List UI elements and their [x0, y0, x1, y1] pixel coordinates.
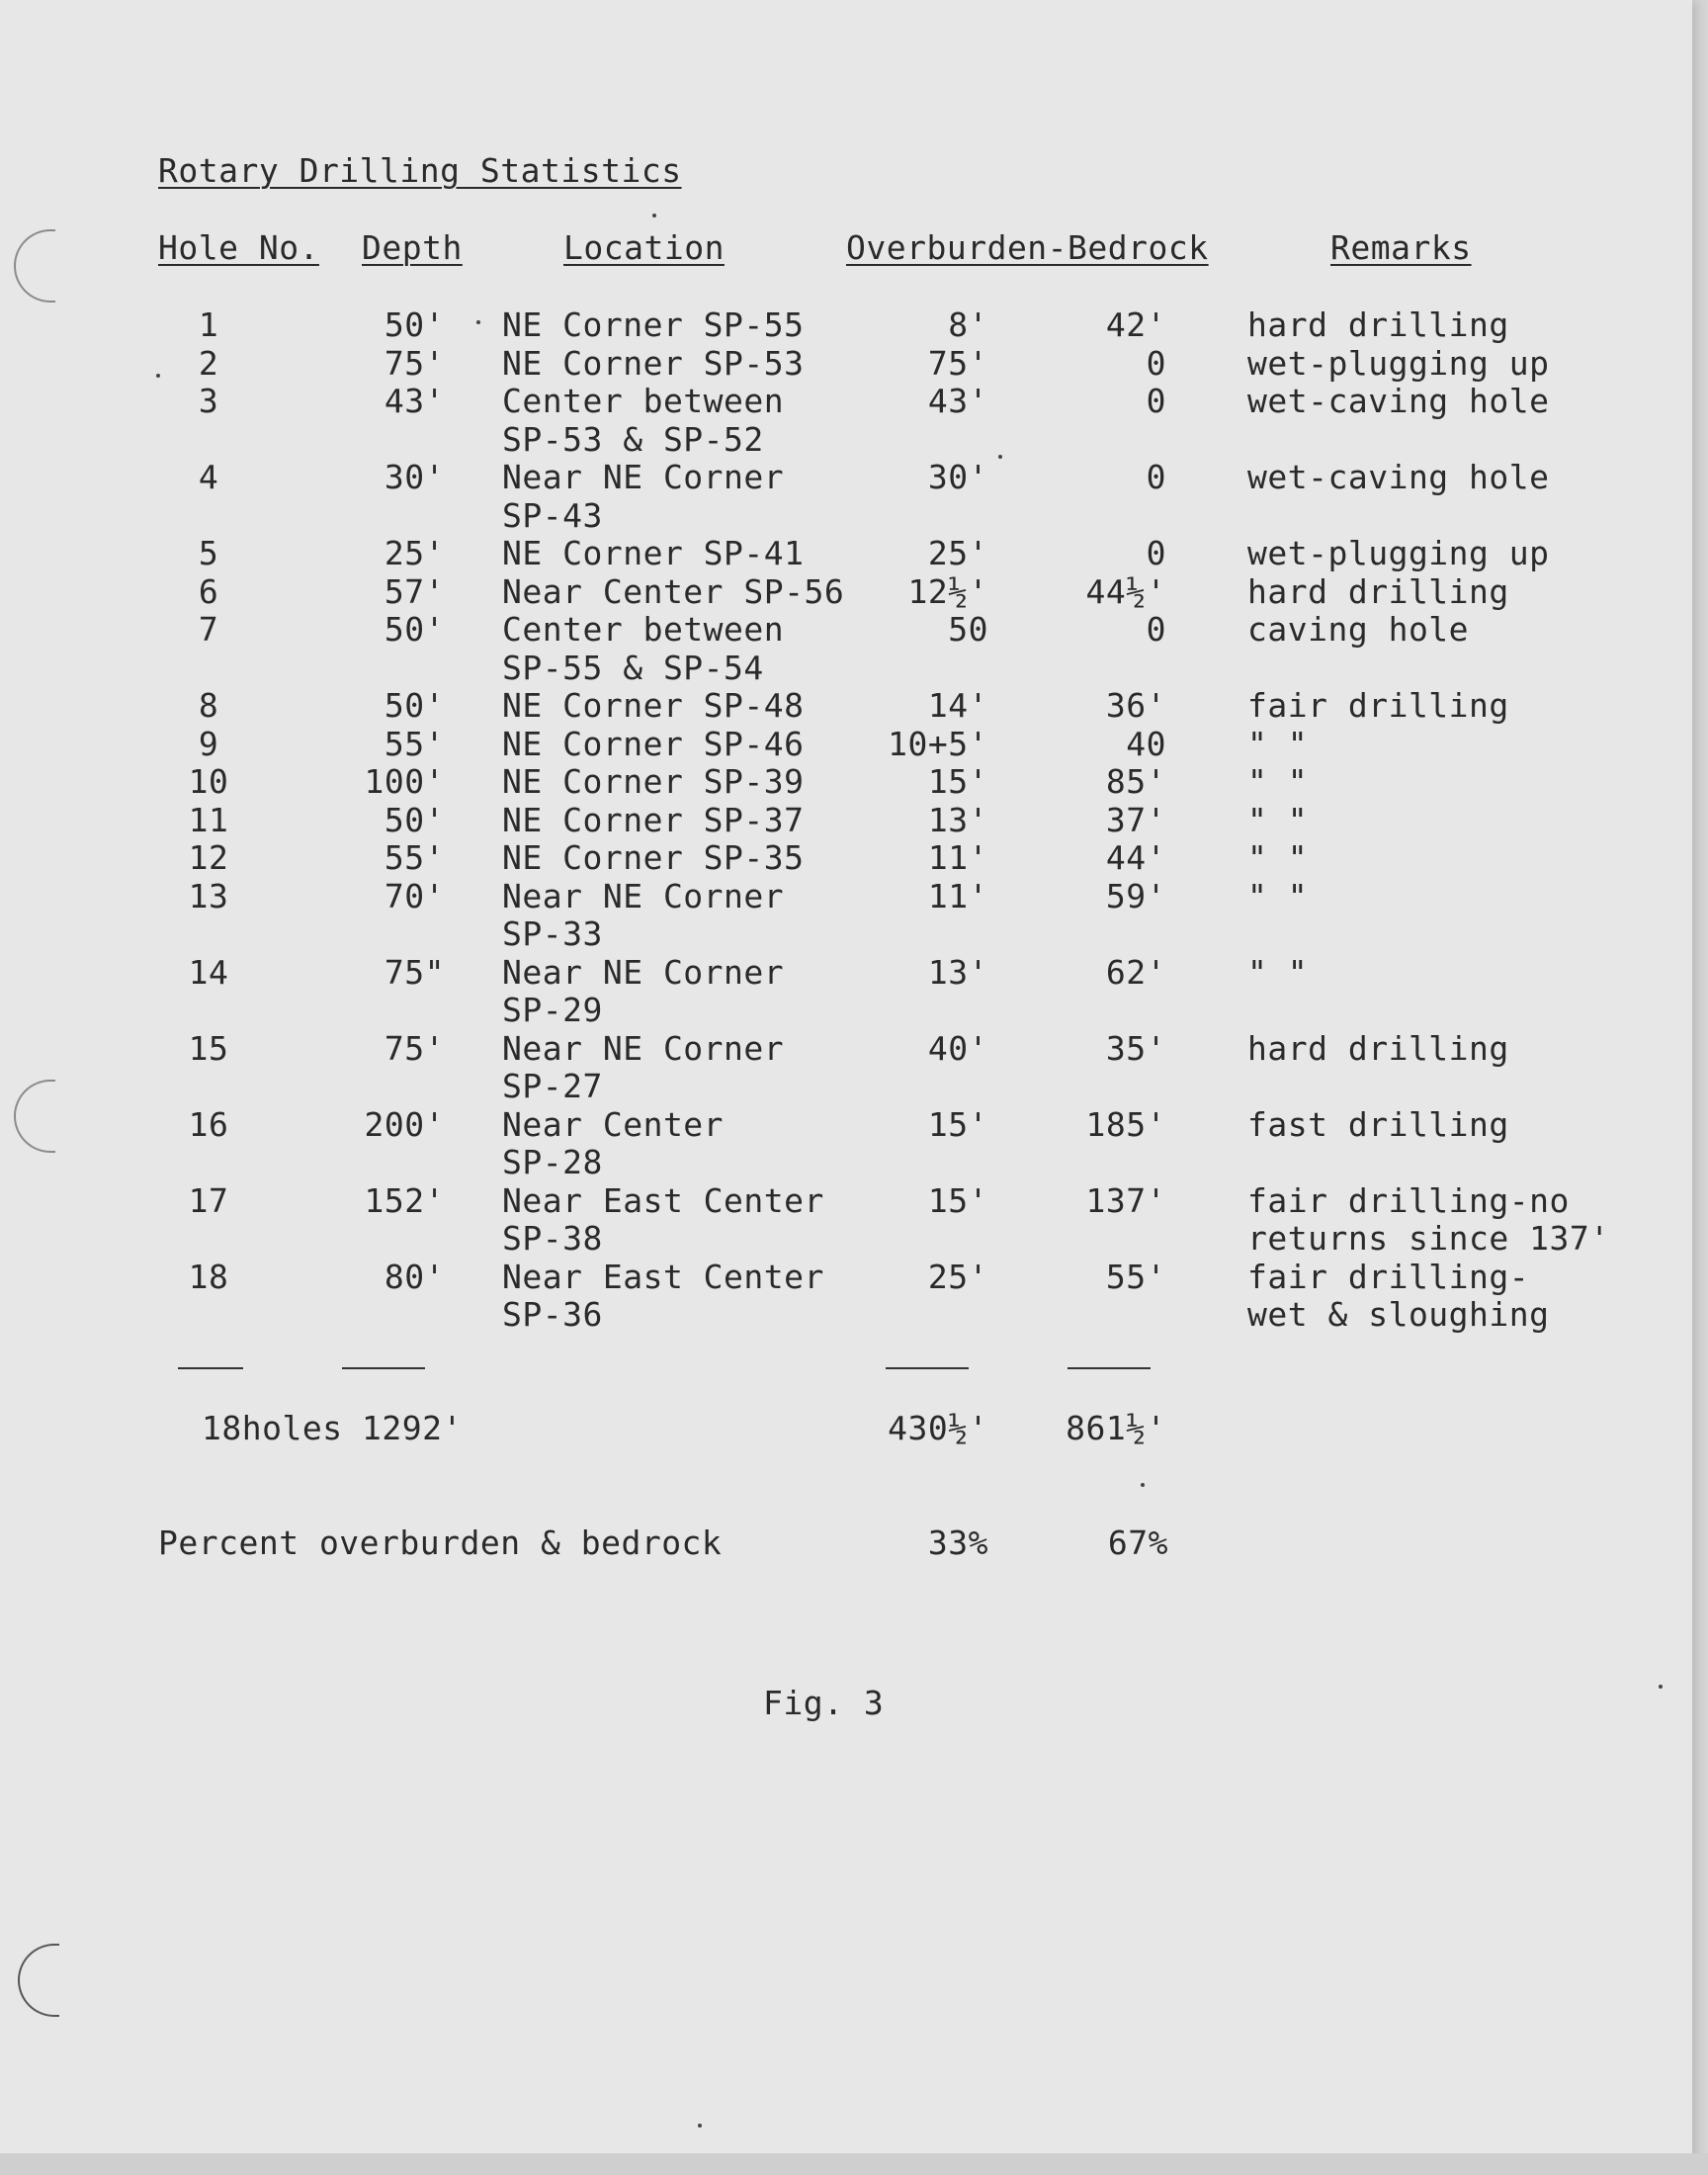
- location-text: SP-43: [502, 495, 603, 535]
- total-rule: [178, 1367, 243, 1369]
- depth-value: 50': [384, 800, 445, 839]
- scan-bottom-edge: [0, 2153, 1708, 2175]
- bedrock-value: 59': [1105, 876, 1166, 915]
- hole-number: 5: [198, 534, 219, 572]
- location-text: NE Corner SP-41: [502, 534, 805, 572]
- location-text: Near Center: [502, 1104, 725, 1144]
- location-text: Near Center SP-56: [502, 571, 845, 611]
- remarks-text: wet-plugging up: [1247, 534, 1550, 572]
- hole-punch-mark: [14, 1080, 55, 1153]
- remarks-text: wet-caving hole: [1247, 382, 1550, 420]
- bedrock-value: 44½': [1085, 571, 1166, 611]
- scan-speck: [1659, 1685, 1663, 1689]
- overburden-value: 11': [927, 838, 988, 877]
- overburden-value: 15': [927, 1104, 988, 1144]
- location-text: Near East Center: [502, 1180, 824, 1220]
- bedrock-value: 36': [1105, 686, 1166, 725]
- bedrock-value: 62': [1105, 952, 1166, 992]
- overburden-value: 25': [927, 534, 988, 572]
- bedrock-value: 0: [1146, 610, 1166, 649]
- location-text: SP-27: [502, 1067, 603, 1105]
- header-overburden-bedrock: Overburden-Bedrock: [846, 228, 1209, 267]
- hole-number: 7: [198, 610, 219, 649]
- location-text: NE Corner SP-48: [502, 686, 805, 725]
- overburden-value: 25': [927, 1257, 988, 1296]
- depth-value: 43': [384, 382, 445, 420]
- depth-value: 55': [384, 724, 445, 763]
- header-location: Location: [563, 228, 725, 267]
- remarks-text: " ": [1247, 952, 1309, 992]
- remarks-text: wet-plugging up: [1247, 343, 1550, 383]
- remarks-text: wet & sloughing: [1247, 1295, 1550, 1334]
- location-text: Near NE Corner: [502, 876, 785, 915]
- total-overburden: 430½': [888, 1409, 988, 1447]
- scan-speck: [652, 214, 656, 218]
- overburden-value: 75': [927, 343, 988, 383]
- location-text: NE Corner SP-53: [502, 343, 805, 383]
- bedrock-value: 0: [1146, 534, 1166, 572]
- hole-number: 15: [188, 1028, 229, 1068]
- overburden-value: 43': [927, 382, 988, 420]
- remarks-text: " ": [1247, 724, 1309, 763]
- overburden-value: 8': [948, 305, 988, 344]
- overburden-value: 15': [927, 762, 988, 801]
- depth-value: 57': [384, 571, 445, 611]
- bedrock-value: 40: [1126, 724, 1166, 763]
- scan-speck: [476, 320, 480, 324]
- overburden-value: 50: [948, 610, 988, 649]
- hole-number: 3: [198, 382, 219, 420]
- header-hole-no: Hole No.: [158, 228, 319, 267]
- bedrock-value: 37': [1105, 800, 1166, 839]
- depth-value: 50': [384, 686, 445, 725]
- location-text: SP-33: [502, 914, 603, 953]
- bedrock-value: 0: [1146, 458, 1166, 496]
- total-rule: [886, 1367, 969, 1369]
- remarks-text: " ": [1247, 876, 1309, 915]
- remarks-text: fair drilling-: [1247, 1257, 1530, 1296]
- depth-value: 200': [364, 1104, 445, 1144]
- depth-value: 75': [384, 1028, 445, 1068]
- remarks-text: hard drilling: [1247, 571, 1509, 611]
- location-text: Near NE Corner: [502, 458, 785, 496]
- hole-number: 12: [188, 838, 229, 877]
- location-text: SP-55 & SP-54: [502, 648, 764, 687]
- remarks-text: fast drilling: [1247, 1104, 1509, 1144]
- overburden-value: 40': [927, 1028, 988, 1068]
- remarks-text: hard drilling: [1247, 1028, 1509, 1068]
- document-title: Rotary Drilling Statistics: [158, 151, 682, 190]
- depth-value: 55': [384, 838, 445, 877]
- overburden-value: 12½': [907, 571, 988, 611]
- hole-number: 1: [198, 305, 219, 344]
- hole-number: 4: [198, 458, 219, 496]
- remarks-text: caving hole: [1247, 610, 1470, 649]
- location-text: SP-28: [502, 1143, 603, 1181]
- remarks-text: fair drilling: [1247, 686, 1509, 725]
- location-text: SP-53 & SP-52: [502, 419, 764, 459]
- hole-number: 10: [188, 762, 229, 801]
- depth-value: 80': [384, 1257, 445, 1296]
- bedrock-value: 85': [1105, 762, 1166, 801]
- overburden-value: 11': [927, 876, 988, 915]
- hole-number: 18: [188, 1257, 229, 1296]
- location-text: Near NE Corner: [502, 1028, 785, 1068]
- bedrock-value: 0: [1146, 382, 1166, 420]
- hole-number: 9: [198, 724, 219, 763]
- percent-bedrock: 67%: [1107, 1523, 1168, 1562]
- location-text: NE Corner SP-35: [502, 838, 805, 877]
- bedrock-value: 185': [1085, 1104, 1166, 1144]
- hole-number: 14: [188, 952, 229, 992]
- remarks-text: " ": [1247, 838, 1309, 877]
- remarks-text: wet-caving hole: [1247, 458, 1550, 496]
- hole-number: 16: [188, 1104, 229, 1144]
- overburden-value: 30': [927, 458, 988, 496]
- remarks-text: " ": [1247, 800, 1309, 839]
- hole-number: 8: [198, 686, 219, 725]
- remarks-text: fair drilling-no: [1247, 1180, 1570, 1220]
- depth-value: 152': [364, 1180, 445, 1220]
- bedrock-value: 0: [1146, 343, 1166, 383]
- location-text: SP-36: [502, 1295, 603, 1334]
- depth-value: 30': [384, 458, 445, 496]
- depth-value: 75": [384, 952, 445, 992]
- hole-number: 2: [198, 343, 219, 383]
- location-text: SP-29: [502, 991, 603, 1029]
- header-depth: Depth: [362, 228, 463, 267]
- location-text: Center between: [502, 382, 785, 420]
- figure-label: Fig. 3: [763, 1684, 885, 1722]
- depth-value: 50': [384, 305, 445, 344]
- remarks-text: hard drilling: [1247, 305, 1509, 344]
- hole-number: 17: [188, 1180, 229, 1220]
- total-holes: 18holes: [202, 1409, 343, 1447]
- hole-number: 6: [198, 571, 219, 611]
- bedrock-value: 35': [1105, 1028, 1166, 1068]
- bedrock-value: 137': [1085, 1180, 1166, 1220]
- total-bedrock: 861½': [1066, 1409, 1166, 1447]
- header-remarks: Remarks: [1330, 228, 1472, 267]
- percent-overburden: 33%: [927, 1523, 988, 1562]
- overburden-value: 13': [927, 800, 988, 839]
- remarks-text: returns since 137': [1247, 1219, 1610, 1258]
- location-text: SP-38: [502, 1219, 603, 1258]
- scan-speck: [998, 455, 1002, 459]
- bedrock-value: 44': [1105, 838, 1166, 877]
- overburden-value: 10+5': [888, 724, 988, 763]
- scan-speck: [156, 374, 160, 378]
- location-text: NE Corner SP-46: [502, 724, 805, 763]
- depth-value: 70': [384, 876, 445, 915]
- location-text: NE Corner SP-55: [502, 305, 805, 344]
- location-text: Center between: [502, 610, 785, 649]
- depth-value: 100': [364, 762, 445, 801]
- hole-punch-mark: [14, 229, 55, 303]
- depth-value: 25': [384, 534, 445, 572]
- hole-number: 13: [188, 876, 229, 915]
- bedrock-value: 42': [1105, 305, 1166, 344]
- overburden-value: 13': [927, 952, 988, 992]
- total-rule: [342, 1367, 425, 1369]
- overburden-value: 14': [927, 686, 988, 725]
- overburden-value: 15': [927, 1180, 988, 1220]
- location-text: Near East Center: [502, 1257, 824, 1296]
- depth-value: 75': [384, 343, 445, 383]
- scan-speck: [1141, 1483, 1145, 1487]
- hole-punch-mark: [18, 1944, 59, 2017]
- depth-value: 50': [384, 610, 445, 649]
- location-text: NE Corner SP-37: [502, 800, 805, 839]
- scan-speck: [698, 2124, 702, 2128]
- percent-label: Percent overburden & bedrock: [158, 1523, 723, 1562]
- total-rule: [1068, 1367, 1151, 1369]
- hole-number: 11: [188, 800, 229, 839]
- bedrock-value: 55': [1105, 1257, 1166, 1296]
- location-text: Near NE Corner: [502, 952, 785, 992]
- total-depth: 1292': [362, 1409, 463, 1447]
- remarks-text: " ": [1247, 762, 1309, 801]
- location-text: NE Corner SP-39: [502, 762, 805, 801]
